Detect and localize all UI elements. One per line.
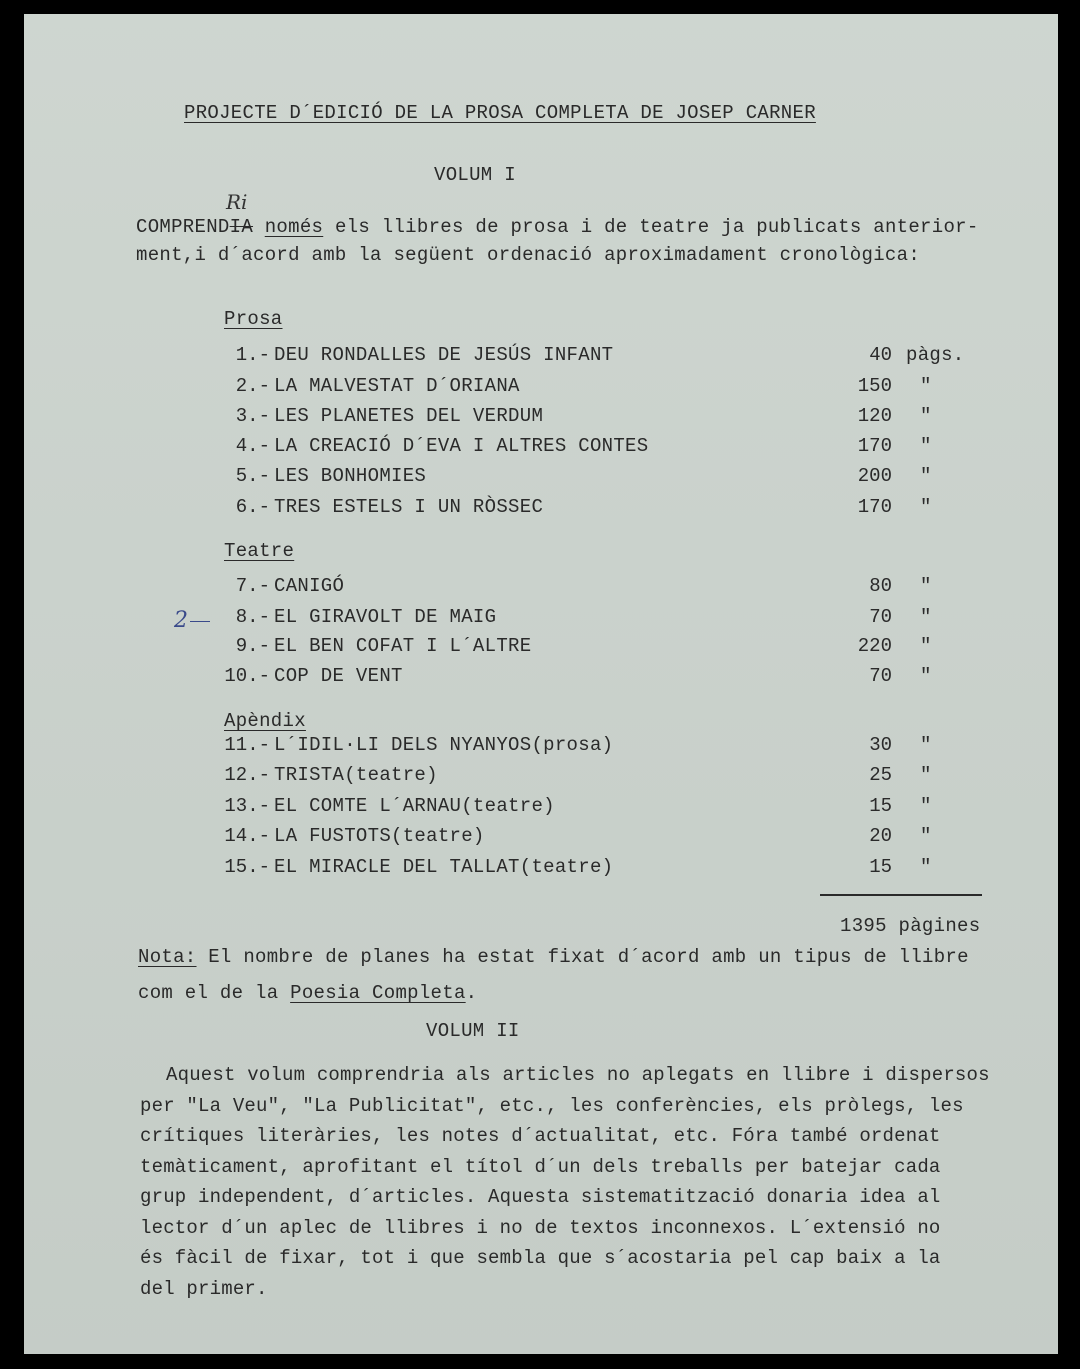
document-page — [24, 14, 1058, 1354]
item-title: EL GIRAVOLT DE MAIG — [274, 606, 497, 628]
item-number: 15.- — [224, 856, 270, 878]
item-pages: 70 — [869, 665, 892, 687]
item-number: 2.- — [235, 375, 270, 397]
item-title: TRISTA(teatre) — [274, 764, 438, 786]
total-rule — [820, 894, 982, 896]
volume1-intro-line2: ment,i d´acord amb la següent ordenació aproximadament cronològica: — [136, 244, 921, 266]
item-page-unit: " — [920, 635, 932, 657]
item-pages: 220 — [857, 635, 892, 657]
item-page-unit: " — [920, 575, 932, 597]
item-title: EL BEN COFAT I L´ALTRE — [274, 635, 532, 657]
item-title: L´IDIL·LI DELS NYANYOS(prosa) — [274, 734, 614, 756]
item-pages: 15 — [869, 795, 892, 817]
total-pages: 1395 pàgines — [840, 915, 981, 937]
item-page-unit: " — [920, 606, 932, 628]
item-page-unit: " — [920, 435, 932, 457]
section-heading-apendix: Apèndix — [224, 710, 306, 732]
paragraph-line: per "La Veu", "La Publicitat", etc., les conferències, els pròlegs, les — [140, 1094, 964, 1117]
item-number: 4.- — [235, 435, 270, 457]
item-number: 6.- — [235, 496, 270, 518]
item-title: LES PLANETES DEL VERDUM — [274, 405, 544, 427]
item-number: 8.- — [235, 606, 270, 628]
paragraph-line: és fàcil de fixar, tot i que sembla que s´acostaria pel cap baix a la — [140, 1247, 941, 1269]
item-pages: 170 — [857, 496, 892, 518]
item-number: 11.- — [224, 734, 270, 756]
item-number: 3.- — [235, 405, 270, 427]
volume2-heading: VOLUM II — [426, 1020, 520, 1042]
item-pages: 200 — [857, 465, 892, 487]
item-number: 9.- — [235, 635, 270, 657]
item-number: 1.- — [235, 344, 270, 366]
item-pages: 70 — [869, 606, 892, 628]
item-pages: 25 — [869, 764, 892, 786]
item-page-unit: " — [920, 375, 932, 397]
item-pages: 170 — [857, 435, 892, 457]
item-number: 5.- — [235, 465, 270, 487]
struck-text: IA — [229, 216, 254, 238]
item-pages: 120 — [857, 405, 892, 427]
item-number: 13.- — [224, 795, 270, 817]
handwritten-correction: Ri — [226, 190, 248, 214]
item-title: DEU RONDALLES DE JESÚS INFANT — [274, 344, 614, 366]
item-page-unit: " — [920, 665, 932, 687]
underlined-word: només — [264, 216, 324, 238]
item-page-unit: pàgs. — [906, 344, 965, 366]
nota-line2: com el de la Poesia Completa. — [138, 982, 478, 1004]
item-number: 14.- — [224, 825, 270, 847]
section-heading-prosa: Prosa — [224, 308, 283, 330]
document-title: PROJECTE D´EDICIÓ DE LA PROSA COMPLETA DE JOSEP CARNER — [184, 102, 816, 124]
margin-mark: 2 — [174, 608, 210, 633]
item-pages: 30 — [869, 734, 892, 756]
item-title: LA MALVESTAT D´ORIANA — [274, 375, 520, 397]
item-page-unit: " — [920, 856, 932, 878]
item-page-unit: " — [920, 465, 932, 487]
item-title: TRES ESTELS I UN RÒSSEC — [274, 496, 544, 518]
item-number: 10.- — [224, 665, 270, 687]
item-title: LA CREACIÓ D´EVA I ALTRES CONTES — [274, 435, 649, 457]
item-page-unit: " — [920, 764, 932, 786]
item-page-unit: " — [920, 795, 932, 817]
nota-label: Nota: — [138, 946, 197, 968]
nota-line1: Nota: El nombre de planes ha estat fixat d´acord amb un tipus de llibre — [138, 946, 969, 968]
paragraph-line: crítiques literàries, les notes d´actualitat, etc. Fóra també ordenat — [140, 1125, 941, 1147]
item-page-unit: " — [920, 405, 932, 427]
paragraph-line: del primer. — [140, 1277, 268, 1300]
item-title: EL MIRACLE DEL TALLAT(teatre) — [274, 856, 614, 878]
paragraph-line: lector d´un aplec de llibres i no de textos inconnexos. L´extensió no — [140, 1216, 941, 1239]
item-page-unit: " — [920, 825, 932, 847]
item-title: EL COMTE L´ARNAU(teatre) — [274, 795, 555, 817]
paragraph-line: Aquest volum comprendria als articles no aplegats en llibre i dispersos — [166, 1064, 990, 1086]
item-title: COP DE VENT — [274, 665, 403, 687]
volume1-intro-line1: COMPRENDIA només els llibres de prosa i de teatre ja publicats anterior- — [136, 216, 979, 238]
item-pages: 20 — [869, 825, 892, 847]
volume1-heading: VOLUM I — [434, 164, 516, 186]
poesia-completa-reference: Poesia Completa — [290, 982, 466, 1004]
item-number: 12.- — [224, 764, 270, 786]
item-pages: 40 — [869, 344, 892, 366]
item-page-unit: " — [920, 734, 932, 756]
item-title: CANIGÓ — [274, 575, 345, 597]
paragraph-line: temàticament, aprofitant el títol d´un dels treballs per batejar cada — [140, 1155, 941, 1178]
item-title: LA FUSTOTS(teatre) — [274, 825, 485, 847]
item-pages: 80 — [869, 575, 892, 597]
section-heading-teatre: Teatre — [224, 540, 295, 562]
item-pages: 15 — [869, 856, 892, 878]
item-title: LES BONHOMIES — [274, 465, 427, 487]
paragraph-line: grup independent, d´articles. Aquesta sistematització donaria idea al — [140, 1186, 941, 1208]
item-number: 7.- — [235, 575, 270, 597]
item-pages: 150 — [857, 375, 892, 397]
item-page-unit: " — [920, 496, 932, 518]
